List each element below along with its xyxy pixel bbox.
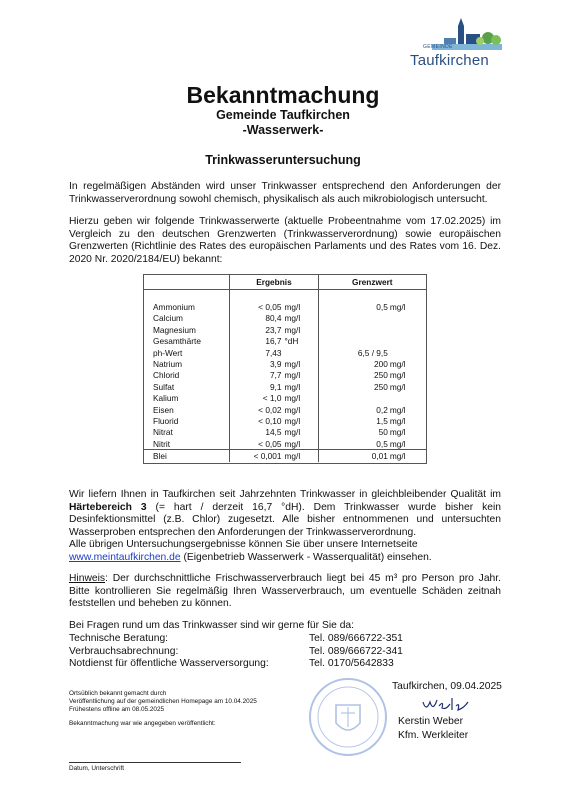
intro-paragraph: In regelmäßigen Abständen wird unser Trinkwasser entsprechend den Anforderungen der Trinkwasserverordnung sowohl chemisch, physikalisch als auch mikrobiologisch untersucht. (69, 181, 501, 205)
water-values-grid (144, 275, 426, 462)
contact-phone: Tel. 0170/5642833 (309, 658, 394, 670)
quality-paragraph (69, 489, 501, 565)
table-header-result: Ergebnis (230, 275, 318, 290)
result-value: < 1,0 (230, 393, 285, 404)
quality-text-b: (= hart / derzeit 16,7 °dH). Dem Trinkwasser wurde bisher kein Desinfektionsmittel (z.B. Chlor) zugesetzt. Alle bisher entnommenen und untersuchten Wasserproben entsprechen den Anforderungen der Trinkwasserverordnung. (69, 501, 501, 538)
municipality-name: Gemeinde Taufkirchen (216, 108, 350, 122)
result-unit: mg/l (284, 301, 318, 312)
signature-caption: Datum, Unterschrift (69, 765, 125, 772)
parameter-name: Eisen (153, 404, 174, 415)
table-header-limit: Grenzwert (318, 275, 426, 290)
table-row (144, 347, 426, 358)
table-header-parameter (144, 275, 230, 290)
signatory-name: Kerstin Weber (398, 716, 464, 727)
result-value: 7,7 (230, 370, 285, 381)
table-row (144, 358, 426, 369)
limit-unit (390, 393, 426, 404)
table-row (144, 301, 426, 312)
limit-value: 0,5 (376, 302, 388, 313)
table-row (144, 381, 426, 392)
table-row (144, 313, 426, 324)
table-row (144, 404, 426, 415)
result-value: 3,9 (230, 358, 285, 369)
signature-icon (420, 694, 480, 716)
parameter-name: Chlorid (153, 370, 180, 381)
limit-value (318, 336, 390, 347)
parameter-name: Fluorid (153, 415, 179, 426)
result-value: 80,4 (230, 313, 285, 324)
limit-unit: mg/l (389, 302, 406, 313)
hint-paragraph (69, 573, 501, 611)
publication-note-4: Bekanntmachung war wie angegeben veröffentlicht: (69, 720, 216, 727)
parameter-name: Sulfat (153, 381, 175, 392)
municipality-logo (410, 14, 530, 72)
quality-text-d: (Eigenbetrieb Wasserwerk - Wasserqualität) einsehen. (180, 551, 432, 563)
limit-unit: mg/l (389, 404, 406, 415)
table-row (144, 336, 426, 347)
limit-value (318, 324, 390, 335)
contact-phone: Tel. 089/666722-351 (309, 633, 403, 644)
department-name: -Wasserwerk- (242, 123, 324, 137)
contact-list (69, 633, 489, 673)
quality-text-c: Alle übrigen Untersuchungsergebnisse können Sie über unsere Internetseite (69, 539, 418, 551)
result-value: < 0,05 (230, 301, 285, 312)
limit-unit: mg/l (389, 427, 406, 438)
limit-unit: mg/l (389, 370, 406, 381)
result-unit: mg/l (284, 370, 318, 381)
signature-line (69, 762, 241, 763)
parameter-name: Calcium (153, 313, 183, 324)
limit-value: 250 (374, 370, 388, 381)
result-value: 9,1 (230, 381, 285, 392)
parameter-name: Magnesium (153, 324, 196, 335)
signatory-role: Kfm. Werkleiter (398, 730, 469, 741)
table-row (144, 450, 426, 462)
limit-value (318, 313, 390, 324)
limit-unit (390, 347, 426, 358)
contact-phone: Tel. 089/666722-341 (309, 645, 403, 657)
website-link[interactable]: www.meintaufkirchen.de (69, 551, 181, 563)
hardness-range: Härtebereich 3 (69, 501, 147, 513)
table-row (144, 393, 426, 404)
result-unit: mg/l (284, 450, 318, 462)
parameter-name: ph-Wert (153, 347, 183, 358)
logo-municipality-label: GEMEINDE (423, 44, 453, 50)
result-unit: mg/l (284, 404, 318, 415)
result-unit: mg/l (284, 358, 318, 369)
contact-label: Notdienst für öffentliche Wasserversorgung: (69, 658, 269, 670)
table-row (144, 438, 426, 450)
limit-unit: mg/l (389, 381, 406, 392)
contact-intro: Bei Fragen rund um das Trinkwasser sind wir gerne für Sie da: (69, 620, 355, 631)
table-header-row (144, 275, 426, 290)
limit-unit: mg/l (389, 438, 406, 449)
limit-unit: mg/l (389, 359, 406, 370)
parameter-name: Gesamthärte (153, 336, 201, 347)
section-heading: Trinkwasseruntersuchung (205, 153, 361, 167)
limit-unit: mg/l (389, 415, 406, 426)
result-value: < 0,02 (230, 404, 285, 415)
table-row (144, 324, 426, 335)
result-value: 14,5 (230, 427, 285, 438)
result-value: 16,7 (230, 336, 285, 347)
page-title: Bekanntmachung (186, 82, 380, 108)
logo-town-name: Taufkirchen (410, 52, 489, 69)
parameter-name: Natrium (153, 359, 183, 370)
limit-value: 0,5 (376, 438, 388, 449)
result-unit: mg/l (284, 324, 318, 335)
result-unit (284, 347, 318, 358)
result-unit: mg/l (284, 313, 318, 324)
result-unit: mg/l (284, 438, 318, 450)
publication-note-1: Ortsüblich bekannt gemacht durch (69, 690, 167, 697)
limit-value: 0,2 (376, 404, 388, 415)
contact-label: Verbrauchsabrechnung: (69, 645, 179, 657)
result-value: 23,7 (230, 324, 285, 335)
table-row (144, 415, 426, 426)
limit-unit (390, 313, 426, 324)
limit-value: 250 (374, 381, 388, 392)
parameter-name: Nitrit (153, 438, 171, 449)
publication-note-3: Frühestens offline am 08.05.2025 (69, 706, 165, 713)
limit-value: 0,01 (371, 451, 388, 462)
limit-value: 50 (378, 427, 388, 438)
publication-note-2: Veröffentlichung auf der gemeindlichen Homepage am 10.04.2025 (69, 698, 257, 705)
result-unit: mg/l (284, 415, 318, 426)
limit-value (318, 393, 390, 404)
hint-label: Hinweis (69, 573, 106, 584)
hint-text: : Der durchschnittliche Frischwasserverbrauch liegt bei 45 m³ pro Person pro Jahr. Bitte kontrollieren Sie regelmäßig Ihren Wasserverbrauch, um eventuelle Schäden zeitnah feststellen und beheben zu können. (69, 573, 501, 610)
parameter-name: Nitrat (153, 427, 173, 438)
result-value: < 0,001 (230, 450, 285, 462)
result-value: < 0,05 (230, 438, 285, 450)
limit-unit: mg/l (389, 451, 406, 462)
limit-unit (390, 324, 426, 335)
result-unit: mg/l (284, 381, 318, 392)
result-value: < 0,10 (230, 415, 285, 426)
limit-unit (390, 336, 426, 347)
values-paragraph: Hierzu geben wir folgende Trinkwasserwerte (aktuelle Probeentnahme vom 17.02.2025) im Vergleich zu den deutschen Grenzwerten (Trinkwasserverordnung) sowie europäischen Grenzwerten (Richtlinie des Rates des europäischen Parlaments und des Rates vom 16. Dez. 2020 Nr. 2020/2184/EU) bekannt: (69, 216, 501, 265)
result-unit: mg/l (284, 393, 318, 404)
official-seal-stamp (306, 675, 390, 759)
water-values-table (143, 274, 427, 464)
parameter-name: Ammonium (153, 302, 195, 313)
table-row (144, 370, 426, 381)
place-and-date: Taufkirchen, 09.04.2025 (392, 681, 502, 692)
result-value: 7,43 (230, 347, 285, 358)
table-row (144, 427, 426, 438)
quality-text-a: Wir liefern Ihnen in Taufkirchen seit Jahrzehnten Trinkwasser in gleichbleibender Qualität im (69, 489, 501, 500)
contact-label: Technische Beratung: (69, 633, 169, 644)
seal-icon (306, 675, 390, 759)
result-unit: °dH (284, 336, 318, 347)
limit-value: 200 (374, 359, 388, 370)
limit-value: 1,5 (376, 415, 388, 426)
parameter-name: Blei (153, 451, 167, 462)
limit-value: 6,5 / 9,5 (357, 347, 388, 358)
parameter-name: Kalium (153, 393, 179, 404)
result-unit: mg/l (284, 427, 318, 438)
